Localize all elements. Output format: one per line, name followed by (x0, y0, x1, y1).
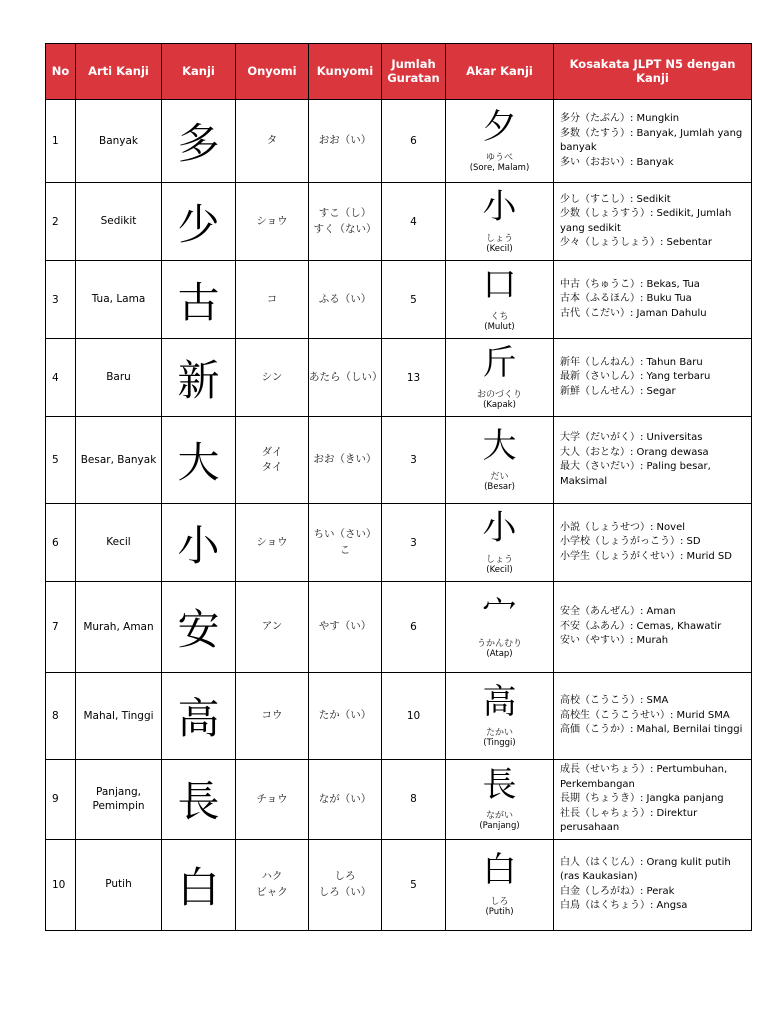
row-number: 9 (46, 760, 76, 840)
stroke-count: 8 (382, 760, 446, 840)
radical-meaning: (Atap) (486, 649, 513, 660)
stroke-count: 3 (382, 504, 446, 582)
vocabulary-item: 成長（せいちょう）: Pertumbuhan, Perkembangan (560, 764, 728, 790)
vocabulary-item: 古本（ふるほん）: Buku Tua (560, 293, 692, 305)
kanji-character: 高 (162, 673, 236, 760)
radical-reading: しょう (485, 233, 513, 244)
kunyomi-reading: やす（い） (309, 582, 382, 673)
radical-cell (446, 582, 554, 673)
onyomi-reading: コ (236, 261, 309, 339)
table-row (46, 673, 752, 760)
vocabulary-item: 白鳥（はくちょう）: Angsa (560, 900, 688, 911)
radical-meaning: (Tinggi) (483, 738, 516, 749)
row-number: 3 (46, 261, 76, 339)
kanji-meaning: Besar, Banyak (76, 417, 162, 504)
header-kosakata: Kosakata JLPT N5 dengan Kanji (554, 44, 752, 100)
vocabulary-item: 多い（おおい）: Banyak (560, 156, 674, 168)
radical-character: 斤 (482, 343, 517, 384)
radical-character: 長 (482, 765, 517, 806)
vocabulary-item: 高価（こうか）: Mahal, Bernilai tinggi (560, 724, 743, 736)
row-number: 4 (46, 339, 76, 417)
radical-reading: しょう (485, 554, 513, 565)
vocabulary-item: 最新（さいしん）: Yang terbaru (560, 371, 711, 383)
vocabulary-list (554, 760, 752, 840)
table-row (46, 261, 752, 339)
vocabulary-item: 少々（しょうしょう）: Sebentar (560, 237, 713, 248)
table-row (46, 504, 752, 582)
vocabulary-item: 高校生（こうこうせい）: Murid SMA (560, 709, 730, 721)
radical-reading: おのづくり (476, 389, 522, 400)
vocabulary-item: 中古（ちゅうこ）: Bekas, Tua (560, 278, 700, 290)
radical-reading: ゆうべ (485, 153, 513, 164)
radical-meaning: (Panjang) (479, 821, 520, 832)
vocabulary-item: 不安（ふあん）: Cemas, Khawatir (560, 620, 722, 632)
table-row (46, 100, 752, 183)
row-number: 8 (46, 673, 76, 760)
vocabulary-list (554, 839, 752, 930)
kanji-meaning: Putih (76, 839, 162, 930)
radical-meaning: (Kecil) (486, 243, 513, 254)
radical-cell (446, 261, 554, 339)
kanji-character: 大 (162, 417, 236, 504)
vocabulary-list (554, 339, 752, 417)
vocabulary-item: 多数（たすう）: Banyak, Jumlah yang banyak (560, 127, 743, 153)
vocabulary-item: 少し（すこし）: Sedikit (560, 193, 671, 205)
radical-character: 白 (482, 850, 517, 891)
table-row (46, 417, 752, 504)
kanji-meaning: Mahal, Tinggi (76, 673, 162, 760)
kunyomi-reading: おお（い） (309, 100, 382, 183)
table-row (46, 339, 752, 417)
header-akar: Akar Kanji (446, 44, 554, 100)
kunyomi-reading: たか（い） (309, 673, 382, 760)
radical-reading: しろ (490, 896, 509, 907)
kanji-character: 多 (162, 100, 236, 183)
table-body (46, 100, 752, 931)
radical-meaning: (Besar) (484, 482, 515, 493)
kunyomi-reading: なが（い） (309, 760, 382, 840)
kanji-character: 小 (162, 504, 236, 582)
stroke-count: 3 (382, 417, 446, 504)
radical-character: 小 (482, 187, 517, 228)
radical-reading: うかんむり (476, 639, 522, 650)
vocabulary-item: 古代（こだい）: Jaman Dahulu (560, 307, 707, 319)
vocabulary-item: 白金（しろがね）: Perak (560, 885, 675, 897)
kanji-meaning: Banyak (76, 100, 162, 183)
vocabulary-list (554, 100, 752, 183)
kunyomi-reading: しろ しろ（い） (309, 839, 382, 930)
vocabulary-item: 長期（ちょうき）: Jangka panjang (560, 793, 724, 804)
vocabulary-item: 白人（はくじん）: Orang kulit putih (ras Kaukasian) (560, 856, 731, 882)
table-row (46, 839, 752, 930)
radical-cell (446, 339, 554, 417)
vocabulary-item: 最大（さいだい）: Paling besar, Maksimal (560, 461, 711, 487)
kunyomi-reading: おお（きい） (309, 417, 382, 504)
vocabulary-list (554, 183, 752, 261)
kanji-meaning: Murah, Aman (76, 582, 162, 673)
kanji-table (45, 43, 752, 931)
radical-cell (446, 100, 554, 183)
header-kunyomi: Kunyomi (309, 44, 382, 100)
stroke-count: 10 (382, 673, 446, 760)
vocabulary-item: 多分（たぶん）: Mungkin (560, 113, 680, 124)
onyomi-reading: ダイ タイ (236, 417, 309, 504)
kanji-character: 少 (162, 183, 236, 261)
header-guratan: Jumlah Guratan (382, 44, 446, 100)
header-kanji: Kanji (162, 44, 236, 100)
row-number: 1 (46, 100, 76, 183)
row-number: 6 (46, 504, 76, 582)
onyomi-reading: タ (236, 100, 309, 183)
vocabulary-list (554, 582, 752, 673)
kunyomi-reading: ちい（さい） こ (309, 504, 382, 582)
table-row (46, 582, 752, 673)
stroke-count: 6 (382, 582, 446, 673)
onyomi-reading: コウ (236, 673, 309, 760)
onyomi-reading: アン (236, 582, 309, 673)
kanji-meaning: Baru (76, 339, 162, 417)
vocabulary-item: 新鮮（しんせん）: Segar (560, 385, 676, 397)
kanji-character: 新 (162, 339, 236, 417)
row-number: 2 (46, 183, 76, 261)
vocabulary-list (554, 673, 752, 760)
radical-character: 高 (482, 681, 517, 722)
kunyomi-reading: あたら（しい） (309, 339, 382, 417)
kanji-meaning: Tua, Lama (76, 261, 162, 339)
vocabulary-item: 社長（しゃちょう）: Direktur perusahaan (560, 807, 698, 833)
radical-character: 口 (482, 265, 517, 306)
row-number: 7 (46, 582, 76, 673)
radical-reading: ながい (485, 811, 513, 822)
stroke-count: 13 (382, 339, 446, 417)
vocabulary-item: 高校（こうこう）: SMA (560, 695, 669, 707)
radical-character: 小 (482, 508, 517, 549)
vocabulary-item: 小学校（しょうがっこう）: SD (560, 536, 701, 548)
vocabulary-list (554, 504, 752, 582)
radical-character: 夕 (482, 106, 517, 147)
kanji-character: 安 (162, 582, 236, 673)
radical-cell (446, 673, 554, 760)
radical-reading: くち (490, 311, 509, 322)
radical-cell (446, 839, 554, 930)
stroke-count: 4 (382, 183, 446, 261)
header-row (46, 44, 752, 100)
radical-meaning: (Kapak) (483, 399, 516, 410)
table-row (46, 760, 752, 840)
radical-cell (446, 183, 554, 261)
vocabulary-item: 大学（だいがく）: Universitas (560, 432, 703, 443)
kanji-character: 白 (162, 839, 236, 930)
onyomi-reading: ハク ビャク (236, 839, 309, 930)
onyomi-reading: ショウ (236, 183, 309, 261)
stroke-count: 6 (382, 100, 446, 183)
radical-reading: だい (490, 472, 509, 483)
onyomi-reading: ショウ (236, 504, 309, 582)
radical-reading: たかい (485, 728, 513, 739)
onyomi-reading: チョウ (236, 760, 309, 840)
header-arti: Arti Kanji (76, 44, 162, 100)
radical-meaning: (Putih) (485, 906, 514, 917)
kanji-character: 古 (162, 261, 236, 339)
vocabulary-item: 安全（あんぜん）: Aman (560, 606, 676, 618)
onyomi-reading: シン (236, 339, 309, 417)
vocabulary-item: 安い（やすい）: Murah (560, 635, 669, 647)
header-no: No (46, 44, 76, 100)
row-number: 5 (46, 417, 76, 504)
kunyomi-reading: ふる（い） (309, 261, 382, 339)
kanji-meaning: Sedikit (76, 183, 162, 261)
kunyomi-reading: すこ（し） すく（ない） (309, 183, 382, 261)
radical-character: 大 (482, 425, 517, 466)
radical-cell (446, 504, 554, 582)
row-number: 10 (46, 839, 76, 930)
vocabulary-item: 新年（しんねん）: Tahun Baru (560, 356, 703, 368)
radical-meaning: (Kecil) (486, 564, 513, 575)
vocabulary-item: 小説（しょうせつ）: Novel (560, 521, 685, 533)
radical-cell (446, 760, 554, 840)
kanji-character: 長 (162, 760, 236, 840)
radical-character: 宀 (482, 592, 517, 633)
radical-meaning: (Sore, Malam) (469, 163, 530, 174)
vocabulary-item: 少数（しょうすう）: Sedikit, Jumlah yang sedikit (560, 208, 732, 234)
vocabulary-item: 小学生（しょうがくせい）: Murid SD (560, 550, 732, 562)
header-onyomi: Onyomi (236, 44, 309, 100)
vocabulary-list (554, 261, 752, 339)
radical-cell (446, 417, 554, 504)
kanji-meaning: Panjang, Pemimpin (76, 760, 162, 840)
radical-meaning: (Mulut) (484, 321, 515, 332)
vocabulary-list (554, 417, 752, 504)
vocabulary-item: 大人（おとな）: Orang dewasa (560, 446, 709, 458)
kanji-meaning: Kecil (76, 504, 162, 582)
stroke-count: 5 (382, 261, 446, 339)
stroke-count: 5 (382, 839, 446, 930)
table-row (46, 183, 752, 261)
